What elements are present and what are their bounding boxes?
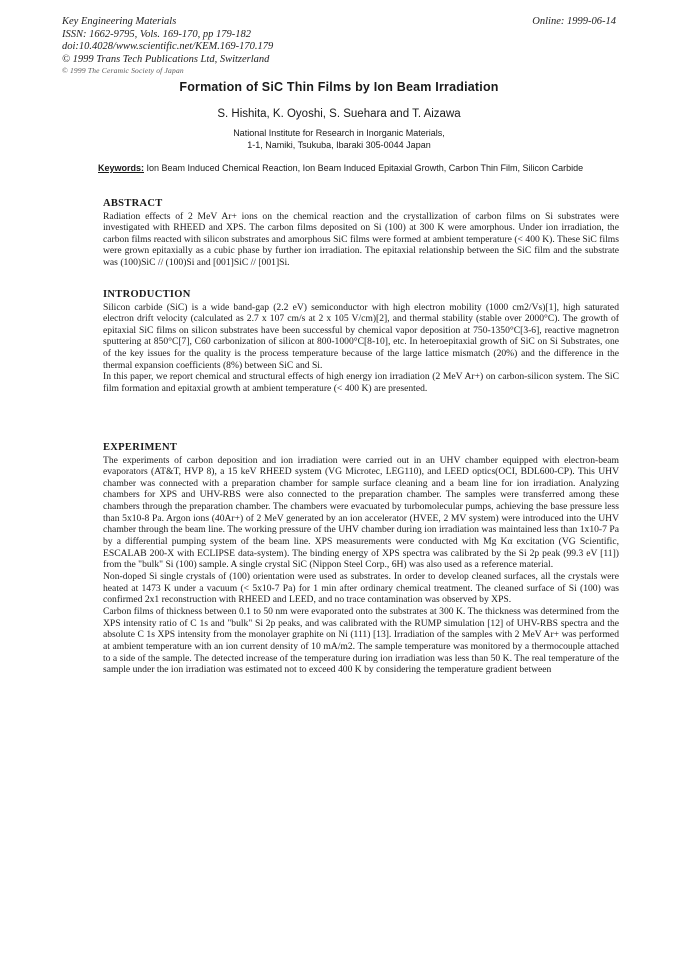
doi-line: doi:10.4028/www.scientific.net/KEM.169-170.179 [62,41,274,52]
experiment-paragraph-3: Carbon films of thickness between 0.1 to 50 nm were evaporated onto the substrates at 300 K. The thickness was determined from the XPS intensity ratio of C 1s and "bulk" Si 2p peaks, and was calibrated with the RUMP simulation [12] of UHV-RBS spectra and the absolute C 1s XPS intensity from the monolayer graphite on Ni (111) [13]. Irradiation of the samples with 2 MeV Ar+ was performed at ambient temperature with an ion current density of 10 mA/m2. The sample temperature was monitored by a thermocouple attached to a side of the sample. The detected increase of the temperature during ion irradiation was less than 50 K. The real temperature of the sample under the ion irradiation was estimated not to exceed 400 K by considering the temperature gradient between [103,606,619,676]
affiliation-line-2: 1-1, Namiki, Tsukuba, Ibaraki 305-0044 Japan [247,140,431,150]
author-list: S. Hishita, K. Oyoshi, S. Suehara and T. Aizawa [217,108,461,120]
abstract-section [103,198,619,269]
abstract-heading: ABSTRACT [103,198,163,209]
society-line: © 1999 The Ceramic Society of Japan [62,66,184,75]
introduction-heading: INTRODUCTION [103,289,191,300]
introduction-paragraph-2: In this paper, we report chemical and structural effects of high energy ion irradiation (2 MeV Ar+) on carbon-silicon system. The SiC film formation and epitaxial growth at ambient temperature (< 400 K) are presented. [103,371,619,395]
experiment-paragraph-1: The experiments of carbon deposition and ion irradiation were carried out in an UHV chamber equipped with electron-beam evaporators (AT&T, HVP 8), a 15 keV RHEED system (VG Microtec, LEG110), and LEED optics(OCI, BDL600-CP). This UHV chamber was connected with a preparation chamber for sample surface cleaning and a beam line for ion irradiation. Analyzing chambers for XPS and UHV-RBS were also connected to the preparation chamber. The samples were transferred among these chambers through the preparation chamber. The chambers were evacuated by turbomolecular pumps, achieving the base pressure less than 5x10-8 Pa. Argon ions (40Ar+) of 2 MeV generated by an ion accelerator (HVEE, 2 MV system) were introduced into the UHV chamber through the beam line. The working pressure of the UHV chamber during ion irradiation was maintained less than 1x10-7 Pa by a differential pumping system of the beam line. XPS measurements were conducted with Mg Kα excitation (VG Scientific, ESCALAB 200-X with ECLIPSE data-system). The binding energy of XPS spectra was calibrated by the Si 2p peak (99.3 eV [11]) from the "bulk" Si (100) sample. A single crystal SiC (Nippon Steel Corp., 6H) was also used as a reference material. [103,454,619,571]
introduction-section [103,289,619,395]
introduction-paragraph-1: Silicon carbide (SiC) is a wide band-gap (2.2 eV) semiconductor with high electron mobility (1000 cm2/Vs)[1], high saturated electron drift velocity (calculated as 2.7 x 107 cm/s at 2 x 105 V/cm)[2], and thermal stability (stable over 2000°C). The growth of epitaxial SiC films on silicon substrates have been successful by chemical vapor deposition at 750-1350°C[3-6], reactive magnetron sputtering at 850°C[7], C60 carbonization of silicon at 800-1000°C[8-10], etc. In heteroepitaxial growth of SiC on Si Substrates, one of the key issues for the quality is the process temperature because of the large lattice mismatch (20%) and the difference in the thermal expansion coefficients (8%) between SiC and Si. [103,301,619,371]
affiliation [0,127,678,151]
affiliation-line-1: National Institute for Research in Inorganic Materials, [233,128,445,138]
experiment-paragraph-2: Non-doped Si single crystals of (100) orientation were used as substrates. In order to develop cleaned surfaces, all the crystals were heated at 1473 K under a vacuum (< 5x10-7 Pa) for 1 min after ordinary chemical treatment. The cleaned surface of Si (100) was confirmed 2x1 reconstruction with RHEED and LEED, and no trace contamination was observed by XPS. [103,571,619,606]
journal-name: Key Engineering Materials [62,16,177,27]
paper-title: Formation of SiC Thin Films by Ion Beam Irradiation [179,80,499,94]
abstract-text: Radiation effects of 2 MeV Ar+ ions on the chemical reaction and the crystallization of carbon films on Si substrates were investigated with RHEED and XPS. The carbon films deposited on Si (100) at 300 K were amorphous. Under ion irradiation, the carbon films reacted with silicon substrates and amorphous SiC films were formed at ambient temperature (< 400 K). These SiC films were grown epitaxially as a cubic phase by further ion irradiation. The epitaxial relationship between the SiC film and the substrate was (100)SiC // (100)Si and [001]SiC // [001]Si. [103,210,619,269]
journal-header [62,16,362,75]
keywords-text: Ion Beam Induced Chemical Reaction, Ion Beam Induced Epitaxial Growth, Carbon Thin Film, Silicon Carbide [146,163,584,173]
keywords-label: Keywords: [98,163,145,173]
issn-line: ISSN: 1662-9795, Vols. 169-170, pp 179-182 [62,28,251,40]
keywords [98,162,618,174]
experiment-section [103,442,619,676]
online-date: Online: 1999-06-14 [532,16,616,27]
copyright-line: © 1999 Trans Tech Publications Ltd, Switzerland [62,53,270,65]
experiment-heading: EXPERIMENT [103,442,178,453]
